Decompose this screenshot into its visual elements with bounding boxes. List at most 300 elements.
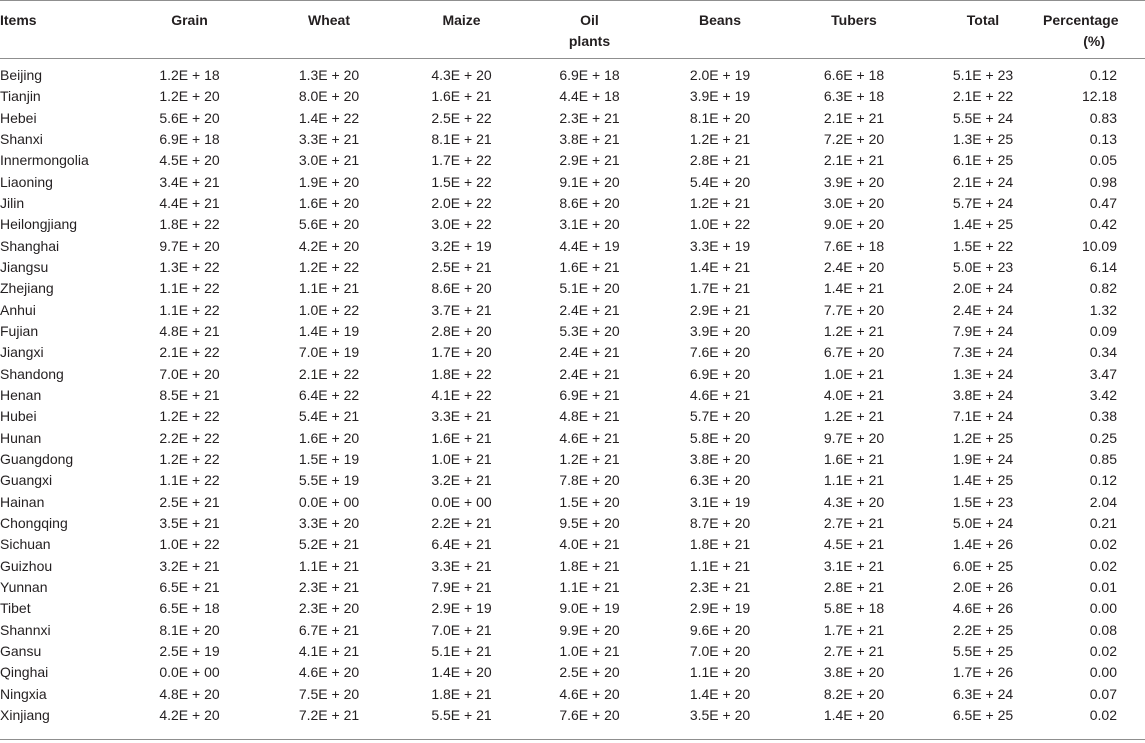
cell-percentage: 0.85 — [1089, 451, 1117, 468]
cell-wheat: 5.4E + 21 — [298, 408, 360, 425]
cell-wheat: 7.0E + 19 — [298, 344, 360, 361]
cell-tubers: 9.7E + 20 — [823, 429, 885, 446]
cell-percentage: 0.09 — [1089, 323, 1117, 340]
cell-province: Ningxia — [0, 685, 47, 702]
cell-percentage: 0.08 — [1089, 621, 1117, 638]
cell-grain: 5.6E + 20 — [159, 109, 220, 126]
cell-percentage: 0.02 — [1089, 707, 1117, 723]
cell-percentage: 0.13 — [1089, 131, 1117, 148]
cell-maize: 1.5E + 22 — [431, 173, 492, 190]
cell-tubers: 7.6E + 18 — [823, 237, 885, 254]
cell-total: 1.4E + 25 — [952, 472, 1014, 489]
cell-tubers: 6.7E + 20 — [823, 344, 885, 361]
cell-province: Shannxi — [0, 621, 51, 638]
cell-beans: 2.9E + 19 — [689, 600, 751, 617]
cell-total: 2.0E + 26 — [952, 579, 1014, 596]
cell-total: 1.4E + 25 — [952, 216, 1014, 233]
cell-grain: 3.2E + 21 — [159, 557, 220, 574]
cell-province: Hunan — [0, 429, 42, 446]
cell-beans: 1.4E + 20 — [689, 685, 751, 702]
table-row — [0, 470, 1145, 491]
cell-wheat: 3.3E + 20 — [298, 515, 360, 532]
cell-percentage: 0.82 — [1089, 280, 1117, 297]
cell-maize: 0.0E + 00 — [431, 493, 492, 510]
table-row — [0, 300, 1145, 321]
cell-percentage: 0.00 — [1089, 600, 1117, 617]
cell-wheat: 1.4E + 22 — [298, 109, 360, 126]
cell-tubers: 4.0E + 21 — [823, 387, 885, 404]
cell-tubers: 1.6E + 21 — [823, 451, 885, 468]
table-row — [0, 534, 1145, 555]
cell-maize: 3.3E + 21 — [431, 408, 492, 425]
cell-wheat: 5.2E + 21 — [298, 536, 360, 553]
cell-total: 2.1E + 22 — [952, 88, 1014, 105]
table-row — [0, 662, 1145, 683]
cell-oil-plants: 1.2E + 21 — [559, 451, 620, 468]
cell-beans: 8.1E + 20 — [689, 109, 751, 126]
table-row — [0, 278, 1145, 299]
cell-percentage: 0.47 — [1089, 195, 1117, 212]
cell-tubers: 7.7E + 20 — [823, 301, 885, 318]
cell-province: Jilin — [0, 195, 25, 212]
cell-beans: 2.3E + 21 — [689, 579, 751, 596]
table-row — [0, 108, 1145, 129]
bottom-rule — [0, 739, 1145, 740]
cell-grain: 3.4E + 21 — [159, 173, 220, 190]
cell-oil-plants: 1.5E + 20 — [559, 493, 620, 510]
table-row — [0, 556, 1145, 577]
cell-province: Qinghai — [0, 664, 49, 681]
cell-province: Beijing — [0, 67, 43, 84]
cell-total: 6.0E + 25 — [952, 557, 1014, 574]
cell-total: 2.2E + 25 — [952, 621, 1014, 638]
cell-tubers: 3.8E + 20 — [823, 664, 885, 681]
cell-total: 5.5E + 24 — [952, 109, 1014, 126]
cell-grain: 2.1E + 22 — [159, 344, 220, 361]
cell-grain: 7.0E + 20 — [159, 365, 220, 382]
cell-beans: 3.5E + 20 — [689, 707, 751, 723]
cell-beans: 3.8E + 20 — [689, 451, 751, 468]
cell-beans: 4.6E + 21 — [689, 387, 751, 404]
cell-wheat: 1.2E + 22 — [298, 259, 360, 276]
cell-percentage: 0.34 — [1089, 344, 1117, 361]
cell-maize: 2.5E + 21 — [431, 259, 492, 276]
cell-total: 4.6E + 26 — [952, 600, 1014, 617]
header-beans: Beans — [698, 12, 742, 28]
cell-province: Shanghai — [0, 237, 60, 254]
cell-province: Yunnan — [0, 579, 48, 596]
cell-province: Chongqing — [0, 515, 68, 532]
cell-percentage: 0.02 — [1089, 557, 1117, 574]
cell-oil-plants: 4.8E + 21 — [559, 408, 620, 425]
cell-province: Hebei — [0, 109, 37, 126]
cell-tubers: 9.0E + 20 — [823, 216, 885, 233]
cell-wheat: 6.4E + 22 — [298, 387, 360, 404]
table-row — [0, 406, 1145, 427]
cell-grain: 1.2E + 22 — [159, 408, 220, 425]
cell-percentage: 0.12 — [1089, 67, 1117, 84]
cell-maize: 1.8E + 22 — [431, 365, 492, 382]
cell-wheat: 6.7E + 21 — [298, 621, 360, 638]
cell-oil-plants: 4.0E + 21 — [559, 536, 620, 553]
cell-percentage: 0.05 — [1089, 152, 1117, 169]
cell-wheat: 0.0E + 00 — [298, 493, 360, 510]
cell-total: 1.3E + 24 — [952, 365, 1014, 382]
header-items: Items — [0, 12, 37, 28]
cell-tubers: 1.4E + 21 — [823, 280, 885, 297]
table-row — [0, 236, 1145, 257]
cell-grain: 2.2E + 22 — [159, 429, 220, 446]
cell-percentage: 3.42 — [1089, 387, 1117, 404]
cell-province: Tianjin — [0, 88, 41, 105]
cell-maize: 3.0E + 22 — [431, 216, 492, 233]
cell-beans: 6.9E + 20 — [689, 365, 751, 382]
cell-percentage: 0.07 — [1089, 685, 1117, 702]
cell-grain: 1.1E + 22 — [159, 280, 220, 297]
cell-grain: 3.5E + 21 — [159, 515, 220, 532]
cell-percentage: 0.42 — [1089, 216, 1117, 233]
cell-grain: 1.3E + 22 — [159, 259, 220, 276]
cell-beans: 7.0E + 20 — [689, 643, 751, 660]
cell-oil-plants: 1.0E + 21 — [559, 643, 620, 660]
cell-grain: 1.2E + 20 — [159, 88, 220, 105]
cell-oil-plants: 2.4E + 21 — [559, 301, 620, 318]
header-pct-line2: (%) — [1083, 33, 1105, 49]
cell-province: Zhejiang — [0, 280, 54, 297]
cell-tubers: 8.2E + 20 — [823, 685, 885, 702]
cell-maize: 7.0E + 21 — [431, 621, 492, 638]
table-row — [0, 364, 1145, 385]
cell-wheat: 1.6E + 20 — [298, 429, 360, 446]
cell-wheat: 4.2E + 20 — [298, 237, 360, 254]
cell-total: 5.7E + 24 — [952, 195, 1014, 212]
cell-tubers: 5.8E + 18 — [823, 600, 885, 617]
header-percentage — [1043, 0, 1145, 52]
cell-percentage: 6.14 — [1089, 259, 1117, 276]
cell-province: Xinjiang — [0, 707, 50, 723]
cell-maize: 1.7E + 22 — [431, 152, 492, 169]
cell-maize: 4.3E + 20 — [431, 67, 492, 84]
cell-tubers: 7.2E + 20 — [823, 131, 885, 148]
cell-tubers: 2.8E + 21 — [823, 579, 885, 596]
cell-total: 7.3E + 24 — [952, 344, 1014, 361]
table-row — [0, 598, 1145, 619]
cell-province: Liaoning — [0, 173, 53, 190]
cell-tubers: 3.0E + 20 — [823, 195, 885, 212]
cell-tubers: 1.0E + 21 — [823, 365, 885, 382]
cell-beans: 1.8E + 21 — [689, 536, 751, 553]
cell-province: Hubei — [0, 408, 37, 425]
cell-percentage: 0.25 — [1089, 429, 1117, 446]
cell-grain: 4.5E + 20 — [159, 152, 220, 169]
cell-oil-plants: 3.1E + 20 — [559, 216, 620, 233]
cell-tubers: 3.1E + 21 — [823, 557, 885, 574]
cell-beans: 3.1E + 19 — [689, 493, 751, 510]
cell-total: 5.0E + 24 — [952, 515, 1014, 532]
cell-oil-plants: 4.4E + 19 — [559, 237, 620, 254]
table-row — [0, 150, 1145, 171]
cell-wheat: 5.5E + 19 — [298, 472, 360, 489]
cell-total: 1.5E + 23 — [952, 493, 1014, 510]
cell-wheat: 2.3E + 21 — [298, 579, 360, 596]
cell-total: 3.8E + 24 — [952, 387, 1014, 404]
cell-province: Jiangsu — [0, 259, 49, 276]
cell-percentage: 3.47 — [1089, 365, 1117, 382]
cell-total: 6.5E + 25 — [952, 707, 1014, 723]
cell-beans: 5.8E + 20 — [689, 429, 751, 446]
cell-percentage: 10.09 — [1081, 237, 1117, 254]
cell-grain: 2.5E + 19 — [159, 643, 220, 660]
cell-beans: 1.1E + 20 — [689, 664, 751, 681]
cell-tubers: 1.1E + 21 — [823, 472, 885, 489]
header-tubers: Tubers — [831, 12, 877, 28]
cell-grain: 8.5E + 21 — [159, 387, 220, 404]
table-row — [0, 385, 1145, 406]
cell-oil-plants: 9.0E + 19 — [559, 600, 620, 617]
table-row — [0, 449, 1145, 470]
cell-percentage: 0.02 — [1089, 536, 1117, 553]
cell-maize: 8.1E + 21 — [431, 131, 492, 148]
cell-oil-plants: 1.8E + 21 — [559, 557, 620, 574]
cell-total: 1.7E + 26 — [952, 664, 1014, 681]
cell-maize: 3.3E + 21 — [431, 557, 492, 574]
cell-maize: 8.6E + 20 — [431, 280, 492, 297]
cell-wheat: 4.6E + 20 — [298, 664, 360, 681]
table-row — [0, 513, 1145, 534]
cell-total: 5.5E + 25 — [952, 643, 1014, 660]
cell-tubers: 4.3E + 20 — [823, 493, 885, 510]
cell-maize: 5.5E + 21 — [431, 707, 492, 723]
cell-maize: 2.5E + 22 — [431, 109, 492, 126]
cell-province: Jiangxi — [0, 344, 44, 361]
cell-total: 2.1E + 24 — [952, 173, 1014, 190]
cell-maize: 2.0E + 22 — [431, 195, 492, 212]
cell-maize: 4.1E + 22 — [431, 387, 492, 404]
cell-wheat: 7.2E + 21 — [298, 707, 360, 723]
header-pct-line1: Percentage — [1043, 12, 1119, 28]
cell-province: Henan — [0, 387, 42, 404]
cell-percentage: 0.01 — [1089, 579, 1117, 596]
cell-maize: 3.2E + 19 — [431, 237, 492, 254]
cell-grain: 6.5E + 21 — [159, 579, 220, 596]
cell-grain: 0.0E + 00 — [159, 664, 220, 681]
cell-province: Tibet — [0, 600, 31, 617]
header-total: Total — [966, 12, 1000, 28]
table-row — [0, 620, 1145, 641]
cell-grain: 6.9E + 18 — [159, 131, 220, 148]
table-row — [0, 214, 1145, 235]
cell-wheat: 1.6E + 20 — [298, 195, 360, 212]
header-grain: Grain — [171, 12, 208, 28]
cell-grain: 4.4E + 21 — [159, 195, 220, 212]
cell-percentage: 0.38 — [1089, 408, 1117, 425]
cell-maize: 1.7E + 20 — [431, 344, 492, 361]
cell-percentage: 0.98 — [1089, 173, 1117, 190]
cell-percentage: 1.32 — [1089, 301, 1117, 318]
cell-tubers: 2.7E + 21 — [823, 515, 885, 532]
cell-wheat: 5.6E + 20 — [298, 216, 360, 233]
cell-tubers: 1.4E + 20 — [823, 707, 885, 723]
cell-oil-plants: 7.8E + 20 — [559, 472, 620, 489]
header-maize: Maize — [442, 12, 481, 28]
cell-total: 5.0E + 23 — [952, 259, 1014, 276]
cell-wheat: 1.1E + 21 — [298, 280, 360, 297]
cell-tubers: 1.7E + 21 — [823, 621, 885, 638]
cell-maize: 2.9E + 19 — [431, 600, 492, 617]
cell-beans: 1.1E + 21 — [689, 557, 751, 574]
cell-province: Shanxi — [0, 131, 43, 148]
table-row — [0, 492, 1145, 513]
cell-wheat: 2.1E + 22 — [298, 365, 360, 382]
header-oil-line2: plants — [568, 33, 611, 49]
cell-grain: 8.1E + 20 — [159, 621, 220, 638]
cell-maize: 1.4E + 20 — [431, 664, 492, 681]
cell-province: Gansu — [0, 643, 42, 660]
cell-oil-plants: 1.1E + 21 — [559, 579, 620, 596]
cell-province: Anhui — [0, 301, 36, 318]
cell-grain: 4.8E + 20 — [159, 685, 220, 702]
cell-total: 6.1E + 25 — [952, 152, 1014, 169]
cell-total: 1.9E + 24 — [952, 451, 1014, 468]
cell-total: 1.2E + 25 — [952, 429, 1014, 446]
cell-total: 1.5E + 22 — [952, 237, 1014, 254]
cell-maize: 7.9E + 21 — [431, 579, 492, 596]
cell-grain: 1.2E + 22 — [159, 451, 220, 468]
cell-percentage: 2.04 — [1089, 493, 1117, 510]
cell-province: Shandong — [0, 365, 64, 382]
cell-beans: 2.9E + 21 — [689, 301, 751, 318]
cell-beans: 8.7E + 20 — [689, 515, 751, 532]
cell-tubers: 1.2E + 21 — [823, 408, 885, 425]
cell-oil-plants: 2.4E + 21 — [559, 365, 620, 382]
cell-oil-plants: 5.3E + 20 — [559, 323, 620, 340]
table-row — [0, 129, 1145, 150]
cell-grain: 9.7E + 20 — [159, 237, 220, 254]
table-row — [0, 65, 1145, 86]
cell-beans: 9.6E + 20 — [689, 621, 751, 638]
cell-total: 7.1E + 24 — [952, 408, 1014, 425]
cell-oil-plants: 6.9E + 21 — [559, 387, 620, 404]
table-row — [0, 342, 1145, 363]
cell-oil-plants: 7.6E + 20 — [559, 707, 620, 723]
cell-beans: 1.0E + 22 — [689, 216, 751, 233]
cell-percentage: 0.02 — [1089, 643, 1117, 660]
cell-maize: 3.2E + 21 — [431, 472, 492, 489]
cell-province: Guangdong — [0, 451, 74, 468]
cell-grain: 4.2E + 20 — [159, 707, 220, 723]
cell-maize: 3.7E + 21 — [431, 301, 492, 318]
cell-tubers: 3.9E + 20 — [823, 173, 885, 190]
cell-oil-plants: 2.5E + 20 — [559, 664, 620, 681]
cell-oil-plants: 3.8E + 21 — [559, 131, 620, 148]
cell-province: Guangxi — [0, 472, 53, 489]
cell-beans: 3.9E + 20 — [689, 323, 751, 340]
cell-percentage: 12.18 — [1081, 88, 1117, 105]
cell-beans: 1.2E + 21 — [689, 195, 751, 212]
cell-tubers: 2.1E + 21 — [823, 152, 885, 169]
cell-wheat: 3.3E + 21 — [298, 131, 360, 148]
cell-tubers: 6.6E + 18 — [823, 67, 885, 84]
cell-beans: 5.4E + 20 — [689, 173, 751, 190]
cell-wheat: 8.0E + 20 — [298, 88, 360, 105]
cell-oil-plants: 4.4E + 18 — [559, 88, 620, 105]
table-row — [0, 684, 1145, 705]
cell-tubers: 2.7E + 21 — [823, 643, 885, 660]
cell-maize: 1.6E + 21 — [431, 88, 492, 105]
header-wheat: Wheat — [308, 12, 350, 28]
cell-maize: 1.0E + 21 — [431, 451, 492, 468]
header-oil-plants — [524, 0, 655, 52]
cell-oil-plants: 8.6E + 20 — [559, 195, 620, 212]
cell-maize: 5.1E + 21 — [431, 643, 492, 660]
cell-percentage: 0.21 — [1089, 515, 1117, 532]
cell-beans: 3.9E + 19 — [689, 88, 751, 105]
cell-beans: 6.3E + 20 — [689, 472, 751, 489]
cell-tubers: 1.2E + 21 — [823, 323, 885, 340]
cell-tubers: 2.1E + 21 — [823, 109, 885, 126]
cell-total: 5.1E + 23 — [952, 67, 1014, 84]
cell-total: 7.9E + 24 — [952, 323, 1014, 340]
cell-province: Sichuan — [0, 536, 51, 553]
cell-grain: 1.8E + 22 — [159, 216, 220, 233]
cell-oil-plants: 6.9E + 18 — [559, 67, 620, 84]
table-row — [0, 193, 1145, 214]
table-header — [0, 0, 1145, 65]
cell-maize: 1.6E + 21 — [431, 429, 492, 446]
cell-wheat: 1.4E + 19 — [298, 323, 360, 340]
cell-grain: 1.1E + 22 — [159, 301, 220, 318]
cell-grain: 2.5E + 21 — [159, 493, 220, 510]
cell-grain: 1.1E + 22 — [159, 472, 220, 489]
cell-oil-plants: 2.9E + 21 — [559, 152, 620, 169]
cell-beans: 5.7E + 20 — [689, 408, 751, 425]
table-row — [0, 257, 1145, 278]
cell-province: Hainan — [0, 493, 45, 510]
header-oil-line1: Oil — [580, 12, 599, 28]
cell-grain: 1.2E + 18 — [159, 67, 220, 84]
cell-maize: 1.8E + 21 — [431, 685, 492, 702]
cell-percentage: 0.83 — [1089, 109, 1117, 126]
cell-maize: 2.8E + 20 — [431, 323, 492, 340]
cell-tubers: 4.5E + 21 — [823, 536, 885, 553]
cell-total: 1.3E + 25 — [952, 131, 1014, 148]
cell-percentage: 0.12 — [1089, 472, 1117, 489]
cell-grain: 1.0E + 22 — [159, 536, 220, 553]
cell-maize: 2.2E + 21 — [431, 515, 492, 532]
cell-province: Guizhou — [0, 557, 53, 574]
table-body — [0, 65, 1145, 726]
cell-wheat: 4.1E + 21 — [298, 643, 360, 660]
cell-beans: 7.6E + 20 — [689, 344, 751, 361]
cell-oil-plants: 2.3E + 21 — [559, 109, 620, 126]
cell-beans: 2.8E + 21 — [689, 152, 751, 169]
cell-oil-plants: 2.4E + 21 — [559, 344, 620, 361]
cell-beans: 3.3E + 19 — [689, 237, 751, 254]
cell-grain: 6.5E + 18 — [159, 600, 220, 617]
table-row — [0, 577, 1145, 598]
table-row — [0, 321, 1145, 342]
cell-beans: 1.7E + 21 — [689, 280, 751, 297]
cell-percentage: 0.00 — [1089, 664, 1117, 681]
cell-oil-plants: 1.6E + 21 — [559, 259, 620, 276]
cell-province: Innermongolia — [0, 152, 89, 169]
cell-total: 2.4E + 24 — [952, 301, 1014, 318]
cell-wheat: 1.0E + 22 — [298, 301, 360, 318]
cell-total: 6.3E + 24 — [952, 685, 1014, 702]
cell-wheat: 1.1E + 21 — [298, 557, 360, 574]
cell-beans: 2.0E + 19 — [689, 67, 751, 84]
cell-wheat: 7.5E + 20 — [298, 685, 360, 702]
